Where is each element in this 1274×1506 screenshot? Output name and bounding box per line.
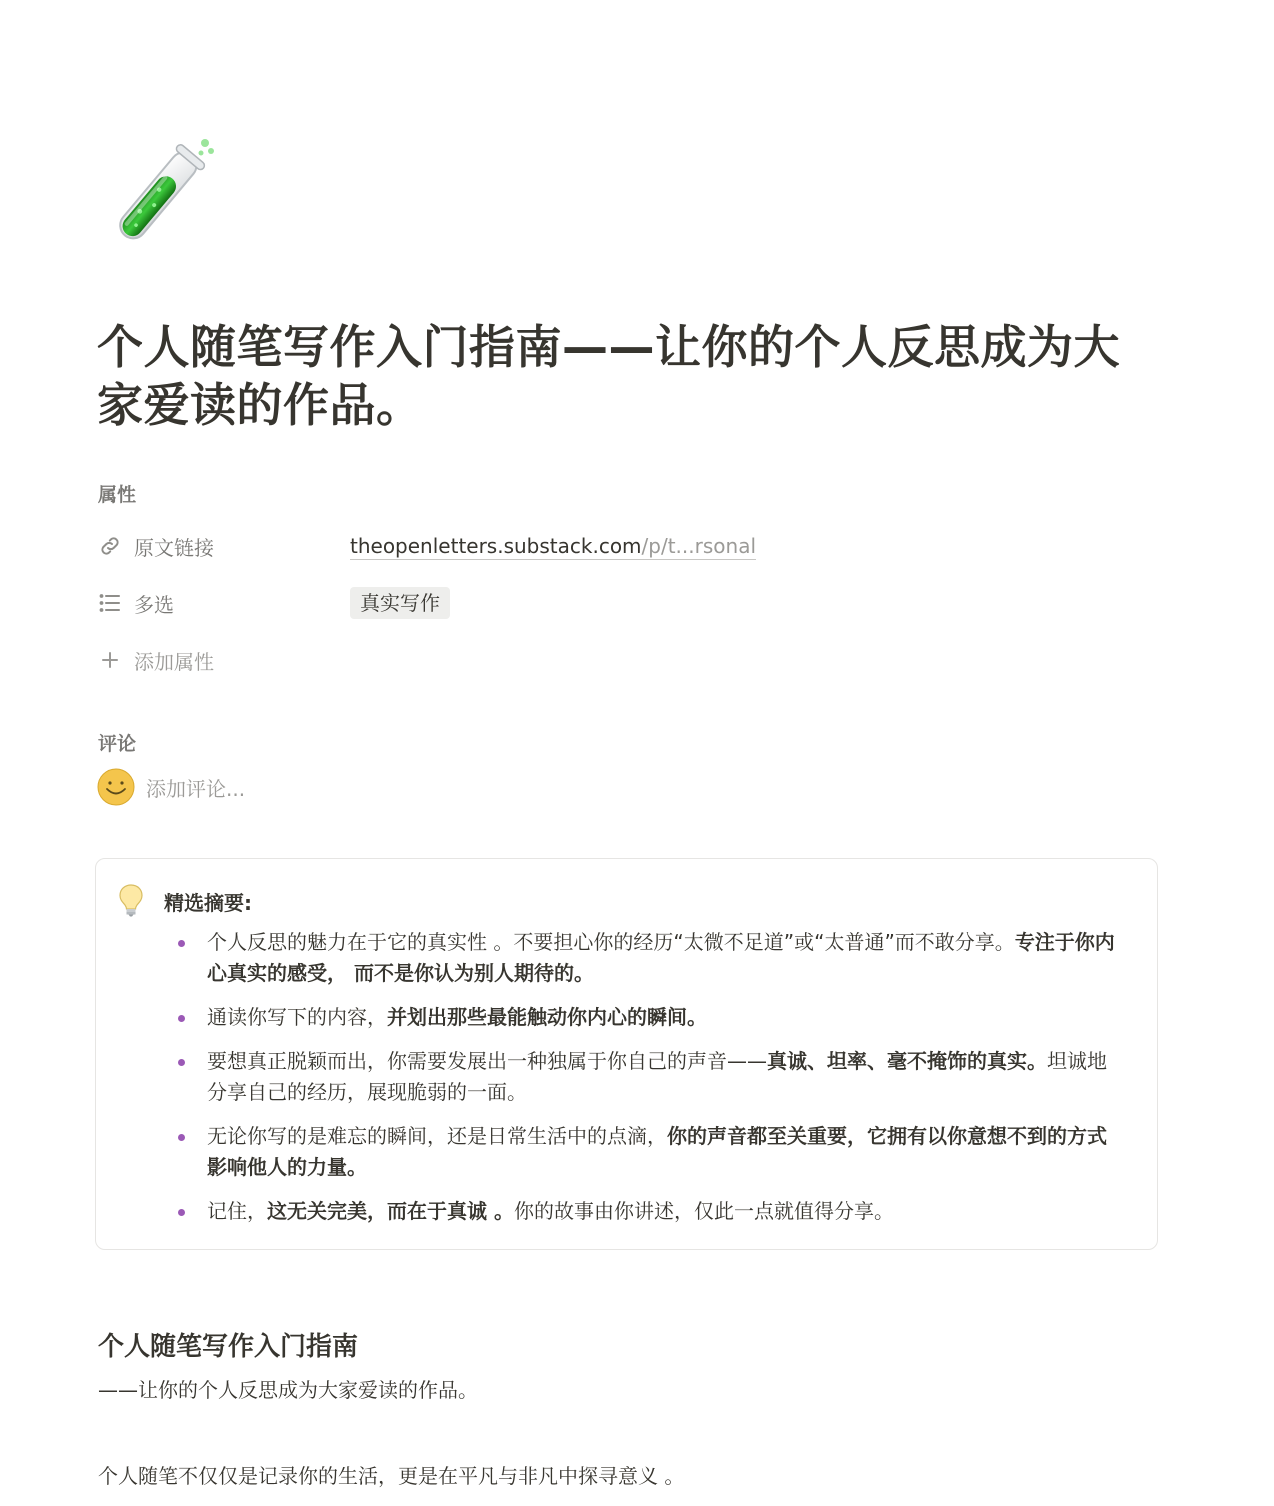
- add-property-button[interactable]: [97, 640, 1160, 680]
- item-text: 通读你写下的内容，: [207, 1005, 387, 1029]
- source-link[interactable]: [350, 534, 756, 560]
- comment-composer[interactable]: [97, 768, 245, 806]
- item-bold-text: 并划出那些最能触动你内心的瞬间。: [387, 1005, 707, 1029]
- summary-list: [176, 927, 1126, 1240]
- properties-label: 属性: [98, 484, 137, 506]
- link-icon: [97, 533, 123, 559]
- lightbulb-icon[interactable]: [118, 883, 144, 917]
- list-item[interactable]: [176, 1046, 1126, 1108]
- item-bold-text: 这无关完美，而在于真诚 。: [267, 1199, 514, 1223]
- property-key[interactable]: [97, 532, 350, 561]
- body-paragraph[interactable]: 个人随笔不仅仅是记录你的生活，更是在平凡与非凡中探寻意义 。: [98, 1464, 685, 1488]
- list-item[interactable]: [176, 1121, 1126, 1183]
- plus-icon: [97, 647, 123, 673]
- item-bold-text: 真诚、坦率、毫不掩饰的真实。: [767, 1049, 1047, 1073]
- link-domain: theopenletters.substack.com: [350, 534, 642, 558]
- comments-label: 评论: [98, 733, 137, 755]
- item-tail-text: 你的故事由你讲述，仅此一点就值得分享。: [513, 1199, 894, 1223]
- property-key-label: 原文链接: [134, 535, 214, 560]
- list-item[interactable]: [176, 1196, 1126, 1227]
- item-text: 个人反思的魅力在于它的真实性 。不要担心你的经历“太微不足道”或“太普通”而不敢分享。: [207, 930, 1015, 954]
- add-property[interactable]: [97, 646, 350, 675]
- item-tail-text: 坦诚地分享自己的经历，展现脆弱的一面。: [207, 1049, 1107, 1104]
- list-item[interactable]: [176, 1002, 1126, 1033]
- smiley-avatar-icon: [97, 768, 135, 806]
- item-bold-text: 你的声音都至关重要，它拥有以你意想不到的方式影响他人的力量。: [207, 1124, 1107, 1179]
- item-bold-text: 专注于你内心真实的感受， 而不是你认为别人期待的。: [207, 930, 1115, 985]
- item-text: 无论你写的是难忘的瞬间，还是日常生活中的点滴，: [207, 1124, 667, 1148]
- section-heading[interactable]: 个人随笔写作入门指南: [98, 1332, 359, 1362]
- test-tube-icon[interactable]: [97, 135, 219, 261]
- property-value[interactable]: [350, 587, 450, 619]
- link-path: /p/t...rsonal: [641, 534, 756, 558]
- item-text: 要想真正脱颖而出，你需要发展出一种独属于你自己的声音——: [207, 1049, 767, 1073]
- list-item[interactable]: [176, 927, 1126, 989]
- section-subheading[interactable]: ——让你的个人反思成为大家爱读的作品。: [98, 1378, 478, 1402]
- comment-input[interactable]: 添加评论...: [146, 776, 246, 801]
- summary-callout[interactable]: [95, 858, 1158, 1250]
- property-key[interactable]: [97, 589, 350, 618]
- property-row-multi-select[interactable]: [97, 583, 1160, 623]
- list-icon: [97, 590, 123, 616]
- callout-title: 精选摘要:: [164, 891, 252, 915]
- property-row-source-link[interactable]: [97, 526, 1160, 566]
- add-property-label: 添加属性: [134, 649, 214, 674]
- item-text: 记住，: [207, 1199, 267, 1223]
- page-title[interactable]: 个人随笔写作入门指南——让你的个人反思成为大家爱读的作品。: [97, 320, 1120, 432]
- property-key-label: 多选: [134, 592, 174, 617]
- property-value[interactable]: [350, 534, 756, 558]
- multi-select-tag[interactable]: 真实写作: [350, 587, 450, 619]
